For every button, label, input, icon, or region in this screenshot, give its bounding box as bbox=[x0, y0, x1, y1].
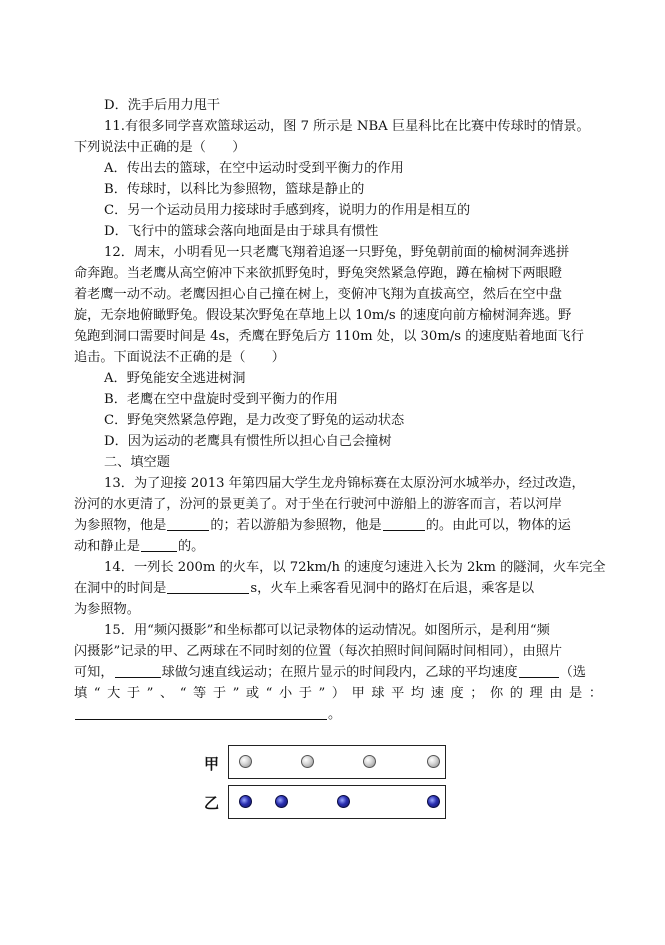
jia-ball bbox=[301, 755, 314, 768]
text-segment: 的。 bbox=[177, 539, 205, 554]
text-segment: 可知， bbox=[74, 665, 114, 680]
text-line bbox=[74, 537, 204, 557]
text-line: 兔跑到洞口需要时间是 4s，秃鹰在野兔后方 110m 处，以 30m/s 的速度贴着地面飞行 bbox=[74, 329, 584, 344]
text-line: 追击。下面说法不正确的是（ ） bbox=[74, 350, 285, 365]
text-char: 小 bbox=[279, 686, 293, 701]
text-char: 的 bbox=[509, 686, 523, 701]
jia-ball bbox=[239, 755, 252, 768]
text-char: 于 bbox=[298, 686, 312, 701]
text-line: 汾河的水更清了，汾河的景更美了。对于坐在行驶河中游船上的游客而言，若以河岸 bbox=[74, 497, 562, 512]
text-segment: 的；若以游船为参照物，他是 bbox=[210, 518, 382, 533]
jia-ball bbox=[427, 755, 440, 768]
strobe-track-jia bbox=[228, 745, 446, 779]
text-char: “ bbox=[265, 686, 273, 701]
text-char: ） bbox=[331, 686, 346, 701]
option-c: C．野兔突然紧急停跑，是力改变了野兔的运动状态 bbox=[104, 413, 405, 428]
text-char: 等 bbox=[193, 686, 207, 701]
question-12-stem: 12．周末，小明看见一只老鹰飞翔着追逐一只野兔，野兔朝前面的榆树洞奔逃拼 bbox=[104, 245, 570, 260]
question-13-stem: 13．为了迎接 2013 年第四届大学生龙舟锦标赛在太原汾河水城举办，经过改造， bbox=[104, 476, 585, 491]
text-char: 、 bbox=[159, 686, 174, 701]
option-c: C．另一个运动员用力接球时手感到疼，说明力的作用是相互的 bbox=[104, 203, 471, 218]
section-heading: 二、填空题 bbox=[104, 455, 170, 470]
text-char: ” bbox=[232, 686, 240, 701]
answer-blank[interactable] bbox=[383, 516, 425, 531]
text-char: 于 bbox=[212, 686, 226, 701]
text-char: ； bbox=[470, 686, 484, 701]
option-a: A．野兔能安全逃进树洞 bbox=[104, 371, 246, 386]
answer-blank[interactable] bbox=[167, 516, 209, 531]
option-b: B．传球时，以科比为参照物，篮球是静止的 bbox=[104, 182, 365, 197]
text-char: 速 bbox=[430, 686, 444, 701]
text-line: 为参照物。 bbox=[74, 602, 140, 617]
text-char: 平 bbox=[391, 686, 405, 701]
answer-blank[interactable] bbox=[141, 537, 177, 552]
text-segment: 在洞中的时间是 bbox=[74, 581, 167, 596]
text-line: 下列说法中正确的是（ ） bbox=[74, 140, 246, 155]
text-line bbox=[74, 579, 534, 599]
text-char: 甲 bbox=[351, 686, 365, 701]
text-char: ” bbox=[146, 686, 154, 701]
text-line bbox=[74, 705, 341, 725]
text-segment: 。 bbox=[328, 707, 342, 722]
text-segment: 为参照物，他是 bbox=[74, 518, 167, 533]
text-segment: s，火车上乘客看见洞中的路灯在后退，乘客是以 bbox=[250, 581, 535, 596]
strobe-track-yi bbox=[228, 785, 446, 819]
yi-ball bbox=[337, 795, 350, 808]
text-char: 于 bbox=[126, 686, 141, 701]
text-line bbox=[74, 663, 586, 683]
answer-blank[interactable] bbox=[519, 663, 559, 678]
yi-ball bbox=[239, 795, 252, 808]
yi-ball bbox=[275, 795, 288, 808]
answer-blank[interactable] bbox=[75, 705, 327, 720]
text-segment: 球做匀速直线运动；在照片显示的时间段内，乙球的平均速度 bbox=[161, 665, 518, 680]
strobe-photo-figure bbox=[204, 742, 454, 826]
option-b: B．老鹰在空中盘旋时受到平衡力的作用 bbox=[104, 392, 338, 407]
text-char: 度 bbox=[450, 686, 464, 701]
option-d: D．因为运动的老鹰具有惯性所以担心自己会撞树 bbox=[104, 434, 392, 449]
text-char: 或 bbox=[245, 686, 260, 701]
justified-text-line bbox=[74, 684, 602, 704]
text-char: 你 bbox=[489, 686, 504, 701]
row-label-jia: 甲 bbox=[204, 755, 220, 773]
question-11-stem: 11.有很多同学喜欢篮球运动，图 7 所示是 NBA 巨星科比在比赛中传球时的情景。 bbox=[104, 119, 590, 134]
text-line bbox=[74, 516, 571, 536]
yi-ball bbox=[427, 795, 440, 808]
text-line: 闪摄影”记录的甲、乙两球在不同时刻的位置（每次拍照时间间隔时间相同），由照片 bbox=[74, 644, 563, 659]
text-char: 理 bbox=[529, 686, 543, 701]
text-char: 是 bbox=[569, 686, 583, 701]
option-d: D．飞行中的篮球会落向地面是由于球具有惯性 bbox=[104, 224, 379, 239]
question-14-stem: 14．一列长 200m 的火车，以 72km/h 的速度匀速进入长为 2km 的隧洞，火车完全 bbox=[104, 560, 606, 575]
text-segment: （选 bbox=[559, 665, 586, 680]
jia-ball bbox=[363, 755, 376, 768]
text-char: 由 bbox=[549, 686, 563, 701]
answer-blank[interactable] bbox=[167, 579, 249, 594]
option-a: A．传出去的篮球，在空中运动时受到平衡力的作用 bbox=[104, 161, 404, 176]
row-label-yi: 乙 bbox=[204, 794, 220, 812]
text-char: 球 bbox=[371, 686, 385, 701]
text-line: 旋，无奈地俯瞰野兔。假设某次野兔在草地上以 10m/s 的速度向前方榆树洞奔逃。野 bbox=[74, 308, 572, 323]
text-char: 大 bbox=[107, 686, 121, 701]
text-char: 均 bbox=[410, 686, 425, 701]
text-char: ： bbox=[588, 686, 602, 701]
text-line: 命奔跑。当老鹰从高空俯冲下来欲抓野兔时，野兔突然紧急停跑，蹲在榆树下两眼瞪 bbox=[74, 266, 562, 281]
text-segment: 的。由此可以，物体的运 bbox=[425, 518, 571, 533]
text-line: D．洗手后用力甩干 bbox=[104, 98, 221, 113]
text-line: 着老鹰一动不动。老鹰因担心自己撞在树上，变俯冲飞翔为直拔高空，然后在空中盘 bbox=[74, 287, 562, 302]
answer-blank[interactable] bbox=[115, 663, 161, 678]
text-char: “ bbox=[93, 686, 101, 701]
text-segment: 动和静止是 bbox=[74, 539, 140, 554]
text-char: “ bbox=[179, 686, 187, 701]
text-char: 填 bbox=[74, 686, 88, 701]
question-15-stem: 15．用“频闪摄影”和坐标都可以记录物体的运动情况。如图所示，是利用“频 bbox=[104, 623, 550, 638]
text-char: ” bbox=[318, 686, 326, 701]
